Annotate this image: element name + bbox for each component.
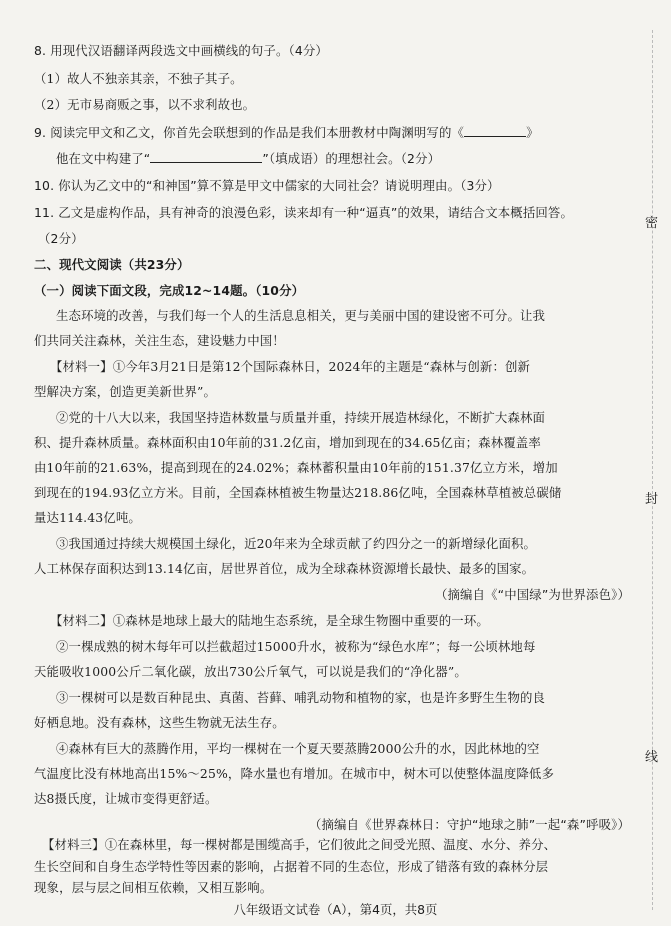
material-3-line-1: 【材料三】①在森林里，每一棵树都是围缆高手，它们彼此之间受光照、温度、水分、养分、	[42, 837, 557, 852]
material-1-line-7: 量达114.43亿吨。	[34, 510, 141, 525]
material-1-line-4: 积、提升森林质量。森林面积由10年前的31.2亿亩，增加到现在的34.65亿亩；森林覆盖率	[34, 435, 541, 450]
question-9-text-2: 他在文中构建了“	[56, 151, 151, 166]
question-8: 8. 用现代汉语翻译两段选文中画横线的句子。（4分）	[34, 43, 328, 58]
question-9-line-2	[56, 150, 652, 167]
seal-label-xian: 线	[645, 750, 659, 765]
material-2-line-7: 气温度比没有林地高出15%～25%，降水量也有增加。在城市中，树木可以使整体温度降低多	[34, 766, 554, 781]
answer-blank-title[interactable]	[464, 124, 526, 137]
binding-line	[652, 30, 653, 910]
material-2-source: （摘编自《世界森林日：守护“地球之肺”一起“森”呼吸》）	[308, 817, 630, 832]
material-3-line-3: 现象，层与层之间相互依赖，又相互影响。	[34, 880, 273, 895]
material-1-line-9: 人工林保存面积达到13.14亿亩，居世界首位，成为全球森林资源增长最快、最多的国家。	[34, 561, 535, 576]
material-3-line-2: 生长空间和自身生态学特性等因素的影响，占据着不同的生态位，形成了错落有致的森林分层	[34, 859, 549, 874]
question-9-text-3: ”（填成语）的理想社会。（2分）	[262, 151, 441, 166]
section-heading: 二、现代文阅读（共23分）	[34, 257, 190, 272]
intro-line-2: 们共同关注森林，关注生态，建设魅力中国！	[34, 333, 285, 348]
material-2-line-3: 天能吸收1000公斤二氧化碳，放出730公斤氧气，可以说是我们的“净化器”。	[34, 664, 467, 679]
question-11: 11. 乙文是虚构作品，具有神奇的浪漫色彩，读来却有一种“逼真”的效果，请结合文本概括回答。	[34, 205, 574, 220]
material-2-line-5: 好栖息地。没有森林，这些生物就无法生存。	[34, 715, 285, 730]
material-2-line-4: ③一棵树可以是数百种昆虫、真菌、苔藓、哺乳动物和植物的家，也是许多野生生物的良	[56, 690, 546, 705]
material-1-line-1: 【材料一】①今年3月21日是第12个国际森林日，2024年的主题是“森林与创新：创新	[50, 359, 531, 374]
material-2-line-6: ④森林有巨大的蒸腾作用，平均一棵树在一个夏天要蒸腾2000公升的水，因此林地的空	[56, 741, 540, 756]
seal-label-feng: 封	[645, 492, 659, 507]
material-2-line-8: 达8摄氏度，让城市变得更舒适。	[34, 791, 218, 806]
material-2-line-2: ②一棵成熟的树木每年可以拦截超过15000升水，被称为“绿色水库”；每一公顷林地每	[56, 639, 536, 654]
question-11-score: （2分）	[38, 231, 84, 246]
question-9-text: 9. 阅读完甲文和乙文，你首先会联想到的作品是我们本册教材中陶渊明写的《	[34, 125, 465, 140]
material-2-line-1: 【材料二】①森林是地球上最大的陆地生态系统，是全球生物圈中重要的一环。	[50, 613, 489, 628]
material-1-source: （摘编自《“中国绿”为世界添色》）	[434, 587, 630, 602]
material-1-line-6: 到现在的194.93亿立方米。目前，全国森林植被生物量达218.86亿吨，全国森林草植被总碳储	[34, 485, 562, 500]
material-1-line-8: ③我国通过持续大规模国土绿化，近20年来为全球贡献了约四分之一的新增绿化面积。	[56, 536, 537, 551]
page-footer: 八年级语文试卷（A），第4页，共8页	[233, 902, 438, 917]
material-1-line-5: 由10年前的21.63%，提高到现在的24.02%；森林蓄积量由10年前的151.37亿立方米，增加	[34, 460, 558, 475]
book-bracket-close: 》	[526, 125, 539, 140]
subsection-heading: （一）阅读下面文段，完成12~14题。（10分）	[34, 283, 305, 298]
question-9-line-1	[34, 124, 630, 141]
material-1-line-2: 型解决方案，创造更美新世界”。	[34, 384, 217, 399]
question-8-item-2: （2）无市易商贩之事，以不求利故也。	[34, 97, 256, 112]
answer-blank-idiom[interactable]	[150, 150, 262, 163]
material-1-line-3: ②党的十八大以来，我国坚持造林数量与质量并重，持续开展造林绿化，不断扩大森林面	[56, 410, 546, 425]
intro-line-1: 生态环境的改善，与我们每一个人的生活息息相关，更与美丽中国的建设密不可分。让我	[56, 308, 546, 323]
question-8-item-1: （1）故人不独亲其亲，不独子其子。	[34, 71, 243, 86]
question-10: 10. 你认为乙文中的“和神国”算不算是甲文中儒家的大同社会？请说明理由。（3分）	[34, 178, 500, 193]
seal-label-mi: 密	[645, 216, 659, 231]
